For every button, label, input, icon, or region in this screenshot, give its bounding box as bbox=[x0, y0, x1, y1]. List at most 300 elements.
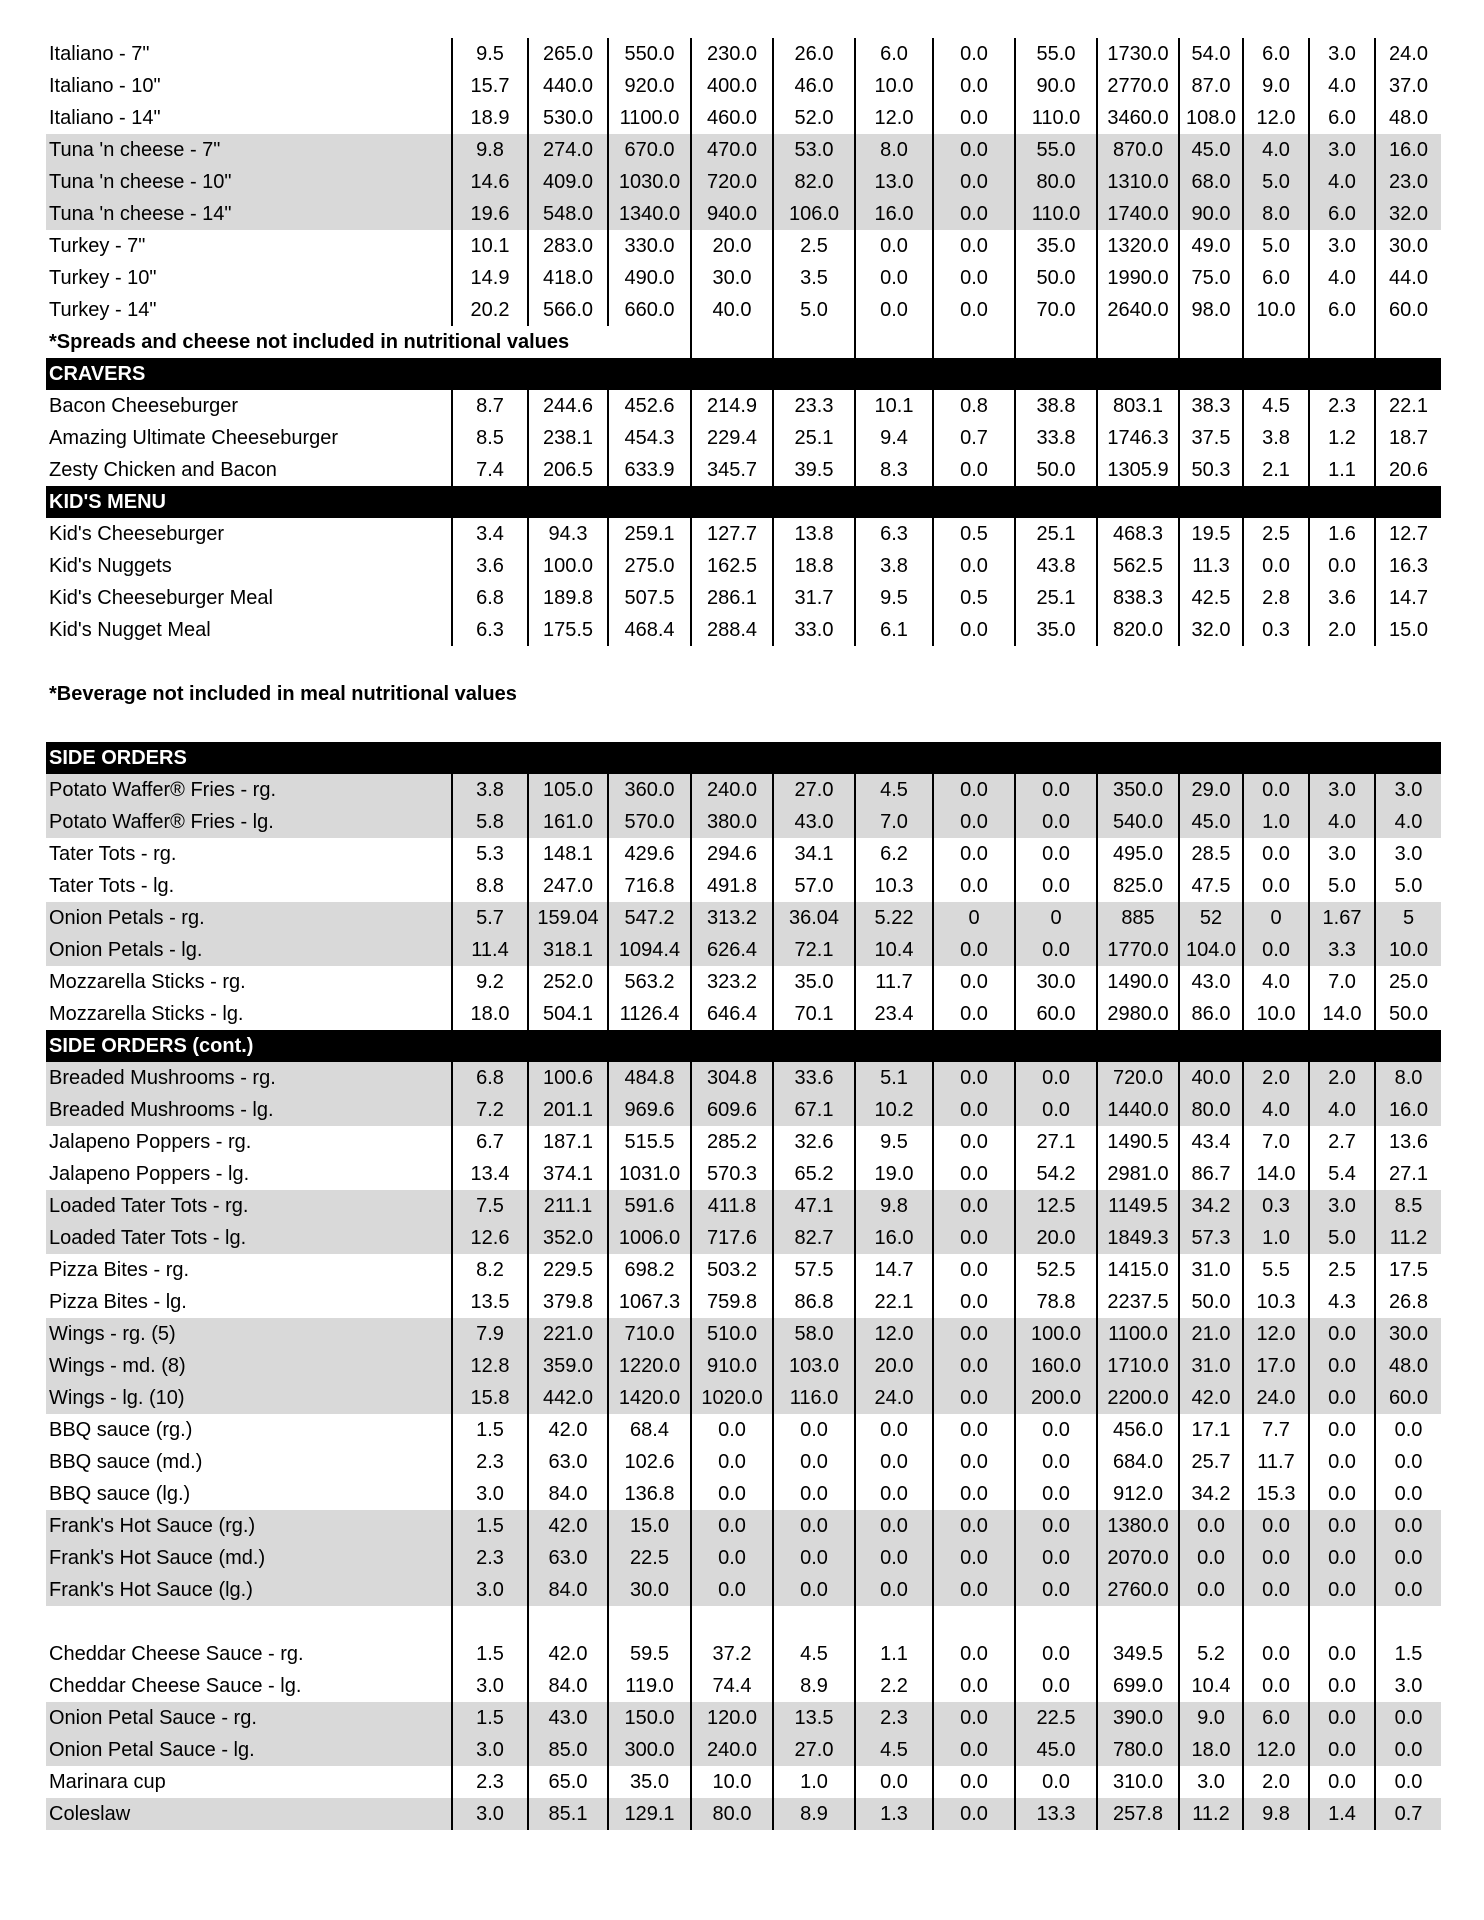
nutrient-value: 720.0 bbox=[691, 166, 773, 198]
nutrient-value: 0.0 bbox=[1309, 550, 1375, 582]
nutrient-value: 12.5 bbox=[1015, 1190, 1097, 1222]
empty-cell bbox=[1179, 326, 1243, 358]
nutrient-value: 12.0 bbox=[855, 1318, 933, 1350]
table-row bbox=[46, 614, 1441, 646]
nutrient-value: 10.3 bbox=[1243, 1286, 1309, 1318]
nutrient-value: 48.0 bbox=[1375, 102, 1441, 134]
nutrient-value: 68.4 bbox=[608, 1414, 691, 1446]
nutrient-value: 12.0 bbox=[1243, 1734, 1309, 1766]
nutrient-value: 0.0 bbox=[1309, 1574, 1375, 1606]
nutrient-value: 14.6 bbox=[452, 166, 528, 198]
nutrient-value: 27.1 bbox=[1015, 1126, 1097, 1158]
nutrient-value: 0.0 bbox=[933, 966, 1015, 998]
nutrient-value: 0.0 bbox=[933, 70, 1015, 102]
table-row bbox=[46, 230, 1441, 262]
nutrient-value: 0.0 bbox=[1309, 1478, 1375, 1510]
nutrient-value: 0.0 bbox=[933, 1190, 1015, 1222]
nutrient-value: 22.1 bbox=[1375, 390, 1441, 422]
item-name: Kid's Cheeseburger Meal bbox=[49, 587, 273, 609]
nutrient-value: 5 bbox=[1375, 902, 1441, 934]
nutrient-value: 19.0 bbox=[855, 1158, 933, 1190]
nutrient-value: 0.0 bbox=[1015, 1062, 1097, 1094]
nutrient-value: 0.0 bbox=[1015, 1574, 1097, 1606]
nutrient-value: 68.0 bbox=[1179, 166, 1243, 198]
nutrient-value: 16.3 bbox=[1375, 550, 1441, 582]
item-name: Onion Petal Sauce - lg. bbox=[46, 1734, 452, 1766]
nutrient-value: 42.0 bbox=[528, 1638, 608, 1670]
item-name: Cheddar Cheese Sauce - lg. bbox=[49, 1675, 302, 1697]
nutrient-value: 6.1 bbox=[855, 614, 933, 646]
table-row bbox=[46, 198, 1441, 230]
nutrient-value: 0.0 bbox=[1015, 806, 1097, 838]
nutrient-value: 4.0 bbox=[1309, 166, 1375, 198]
nutrient-value: 283.0 bbox=[528, 230, 608, 262]
nutrient-value: 20.0 bbox=[855, 1350, 933, 1382]
nutrient-value: 34.2 bbox=[1179, 1190, 1243, 1222]
nutrient-value: 5.0 bbox=[1309, 1222, 1375, 1254]
table-row bbox=[46, 1510, 1441, 1542]
nutrient-value: 6.0 bbox=[1309, 294, 1375, 326]
section-title: SIDE ORDERS bbox=[46, 742, 1441, 774]
nutrient-value: 429.6 bbox=[608, 838, 691, 870]
nutrient-value: 60.0 bbox=[1015, 998, 1097, 1030]
nutrient-value: 35.0 bbox=[1015, 230, 1097, 262]
nutrient-value: 57.3 bbox=[1179, 1222, 1243, 1254]
nutrient-value: 5.5 bbox=[1243, 1254, 1309, 1286]
nutrient-value: 3.0 bbox=[1375, 838, 1441, 870]
nutrient-value: 108.0 bbox=[1179, 102, 1243, 134]
nutrient-value: 4.0 bbox=[1243, 1094, 1309, 1126]
nutrient-value: 7.7 bbox=[1243, 1414, 1309, 1446]
nutrient-value: 30.0 bbox=[1375, 1318, 1441, 1350]
nutrient-value: 503.2 bbox=[691, 1254, 773, 1286]
table-row bbox=[46, 294, 1441, 326]
nutrient-value: 84.0 bbox=[528, 1574, 608, 1606]
nutrient-value: 20.0 bbox=[1015, 1222, 1097, 1254]
nutrient-value: 0.0 bbox=[1243, 1542, 1309, 1574]
nutrient-value: 7.5 bbox=[452, 1190, 528, 1222]
nutrient-value: 0.0 bbox=[691, 1542, 773, 1574]
nutrient-value: 646.4 bbox=[691, 998, 773, 1030]
nutrient-value: 30.0 bbox=[608, 1574, 691, 1606]
nutrient-value: 211.1 bbox=[528, 1190, 608, 1222]
nutrient-value: 116.0 bbox=[773, 1382, 855, 1414]
nutrient-value: 9.8 bbox=[855, 1190, 933, 1222]
nutrient-value: 0.0 bbox=[1015, 1766, 1097, 1798]
nutrient-value: 6.0 bbox=[1243, 38, 1309, 70]
nutrient-value: 23.4 bbox=[855, 998, 933, 1030]
nutrient-value: 31.7 bbox=[773, 582, 855, 614]
nutrient-value: 910.0 bbox=[691, 1350, 773, 1382]
table-row bbox=[46, 1446, 1441, 1478]
item-name: Breaded Mushrooms - rg. bbox=[46, 1062, 452, 1094]
nutrient-value: 9.8 bbox=[452, 134, 528, 166]
nutrient-value: 27.0 bbox=[773, 774, 855, 806]
nutrient-value: 0.0 bbox=[933, 806, 1015, 838]
nutrient-value: 6.3 bbox=[855, 518, 933, 550]
nutrient-value: 90.0 bbox=[1179, 198, 1243, 230]
section-header bbox=[46, 742, 1441, 774]
nutrient-value: 214.9 bbox=[691, 390, 773, 422]
nutrient-value: 2.3 bbox=[452, 1446, 528, 1478]
nutrient-value: 570.3 bbox=[691, 1158, 773, 1190]
nutrient-value: 0.0 bbox=[1375, 1702, 1441, 1734]
nutrient-value: 23.3 bbox=[773, 390, 855, 422]
nutrient-value: 274.0 bbox=[528, 134, 608, 166]
nutrient-value: 100.6 bbox=[528, 1062, 608, 1094]
nutrient-value: 0.0 bbox=[855, 294, 933, 326]
nutrient-value: 1340.0 bbox=[608, 198, 691, 230]
table-row bbox=[46, 518, 1441, 550]
item-name: Onion Petals - lg. bbox=[46, 934, 452, 966]
item-name: Zesty Chicken and Bacon bbox=[49, 459, 277, 481]
nutrient-value: 870.0 bbox=[1097, 134, 1179, 166]
nutrient-value: 0.0 bbox=[933, 1670, 1015, 1702]
nutrient-value: 2981.0 bbox=[1097, 1158, 1179, 1190]
nutrient-value: 3.0 bbox=[1309, 774, 1375, 806]
nutrient-value: 0.0 bbox=[1309, 1414, 1375, 1446]
nutrient-value: 3.0 bbox=[1375, 774, 1441, 806]
nutrient-value: 4.0 bbox=[1243, 966, 1309, 998]
nutrient-value: 59.5 bbox=[608, 1638, 691, 1670]
nutrient-value: 285.2 bbox=[691, 1126, 773, 1158]
nutrient-value: 2.3 bbox=[452, 1766, 528, 1798]
nutrient-value: 0.0 bbox=[933, 1798, 1015, 1830]
nutrient-value: 9.0 bbox=[1243, 70, 1309, 102]
table-row bbox=[46, 1094, 1441, 1126]
item-name: Turkey - 7" bbox=[49, 235, 146, 257]
nutrient-value: 0.0 bbox=[1309, 1734, 1375, 1766]
nutrient-value: 491.8 bbox=[691, 870, 773, 902]
nutrient-value: 37.0 bbox=[1375, 70, 1441, 102]
nutrient-value: 22.1 bbox=[855, 1286, 933, 1318]
nutrient-value: 0.0 bbox=[933, 1158, 1015, 1190]
nutrient-value: 46.0 bbox=[773, 70, 855, 102]
nutrient-value: 0.0 bbox=[773, 1542, 855, 1574]
empty-cell bbox=[1375, 326, 1441, 358]
nutrient-value: 43.0 bbox=[773, 806, 855, 838]
table-row bbox=[46, 1382, 1441, 1414]
nutrient-value: 323.2 bbox=[691, 966, 773, 998]
nutrient-value: 74.4 bbox=[691, 1670, 773, 1702]
section-header bbox=[46, 1030, 1441, 1062]
table-row bbox=[46, 966, 1441, 998]
nutrient-value: 0.0 bbox=[1309, 1318, 1375, 1350]
nutrient-value: 25.1 bbox=[773, 422, 855, 454]
nutrient-value: 14.0 bbox=[1309, 998, 1375, 1030]
nutrient-value: 400.0 bbox=[691, 70, 773, 102]
nutrient-value: 161.0 bbox=[528, 806, 608, 838]
nutrient-value: 0.0 bbox=[773, 1414, 855, 1446]
nutrient-value: 2.0 bbox=[1309, 1062, 1375, 1094]
empty-cell bbox=[1243, 326, 1309, 358]
nutrient-value: 4.0 bbox=[1309, 806, 1375, 838]
nutrient-value: 0.0 bbox=[1375, 1766, 1441, 1798]
nutrient-value: 24.0 bbox=[1375, 38, 1441, 70]
nutrient-value: 0.0 bbox=[1015, 1478, 1097, 1510]
nutrient-value: 12.8 bbox=[452, 1350, 528, 1382]
nutrient-value: 0.0 bbox=[773, 1446, 855, 1478]
nutrient-value: 0.0 bbox=[1375, 1734, 1441, 1766]
item-name bbox=[46, 1606, 452, 1638]
nutrient-value bbox=[1015, 1606, 1097, 1638]
nutrient-value: 45.0 bbox=[1015, 1734, 1097, 1766]
nutrient-value: 504.1 bbox=[528, 998, 608, 1030]
item-name: Frank's Hot Sauce (md.) bbox=[46, 1542, 452, 1574]
footnote: *Spreads and cheese not included in nutritional values bbox=[49, 331, 570, 353]
nutrient-value: 25.1 bbox=[1015, 518, 1097, 550]
table-row bbox=[46, 870, 1441, 902]
item-name: Onion Petal Sauce - rg. bbox=[46, 1702, 452, 1734]
nutrient-value: 4.5 bbox=[855, 1734, 933, 1766]
nutrient-value: 0.0 bbox=[1015, 1094, 1097, 1126]
nutrient-value: 0.3 bbox=[1243, 614, 1309, 646]
nutrient-value: 6.0 bbox=[1243, 1702, 1309, 1734]
nutrient-value: 25.0 bbox=[1375, 966, 1441, 998]
nutrient-value: 63.0 bbox=[528, 1542, 608, 1574]
nutrient-value: 43.0 bbox=[528, 1702, 608, 1734]
nutrient-value: 510.0 bbox=[691, 1318, 773, 1350]
nutrient-value: 21.0 bbox=[1179, 1318, 1243, 1350]
nutrient-value: 9.8 bbox=[1243, 1798, 1309, 1830]
nutrient-value: 1849.3 bbox=[1097, 1222, 1179, 1254]
nutrient-value: 0.0 bbox=[691, 1478, 773, 1510]
nutrient-value: 566.0 bbox=[528, 294, 608, 326]
nutrient-value: 16.0 bbox=[1375, 134, 1441, 166]
nutrient-value: 3.6 bbox=[452, 550, 528, 582]
nutrient-value: 70.1 bbox=[773, 998, 855, 1030]
nutrient-value: 85.0 bbox=[528, 1734, 608, 1766]
nutrient-value: 120.0 bbox=[691, 1702, 773, 1734]
nutrient-value: 1320.0 bbox=[1097, 230, 1179, 262]
nutrient-value: 912.0 bbox=[1097, 1478, 1179, 1510]
table-row bbox=[46, 1222, 1441, 1254]
nutrient-value: 0.0 bbox=[1309, 1702, 1375, 1734]
nutrient-value: 8.7 bbox=[452, 390, 528, 422]
nutrient-value: 3460.0 bbox=[1097, 102, 1179, 134]
nutrient-value: 32.6 bbox=[773, 1126, 855, 1158]
nutrient-value: 6.3 bbox=[452, 614, 528, 646]
empty-cell bbox=[773, 326, 855, 358]
nutrient-value: 0.0 bbox=[691, 1574, 773, 1606]
nutrient-value: 0.0 bbox=[855, 1478, 933, 1510]
nutrient-value: 7.0 bbox=[1309, 966, 1375, 998]
nutrient-value bbox=[933, 1606, 1015, 1638]
nutrient-value: 313.2 bbox=[691, 902, 773, 934]
nutrient-value: 4.0 bbox=[1243, 134, 1309, 166]
nutrient-value: 5.0 bbox=[1309, 870, 1375, 902]
nutrient-value: 32.0 bbox=[1375, 198, 1441, 230]
nutrient-value: 633.9 bbox=[608, 454, 691, 486]
nutrient-value: 13.0 bbox=[855, 166, 933, 198]
nutrient-value: 102.6 bbox=[608, 1446, 691, 1478]
nutrient-value: 359.0 bbox=[528, 1350, 608, 1382]
nutrient-value: 0 bbox=[1015, 902, 1097, 934]
nutrient-value: 12.0 bbox=[1243, 102, 1309, 134]
nutrient-value: 1770.0 bbox=[1097, 934, 1179, 966]
nutrient-value: 86.8 bbox=[773, 1286, 855, 1318]
item-name: Tuna 'n cheese - 10" bbox=[46, 166, 452, 198]
nutrient-value: 0.0 bbox=[691, 1414, 773, 1446]
nutrient-value: 244.6 bbox=[528, 390, 608, 422]
nutrient-value: 4.3 bbox=[1309, 1286, 1375, 1318]
nutrient-value: 3.0 bbox=[452, 1798, 528, 1830]
nutrient-value: 119.0 bbox=[608, 1670, 691, 1702]
table-row bbox=[46, 806, 1441, 838]
nutrient-value: 12.7 bbox=[1375, 518, 1441, 550]
nutrient-value: 45.0 bbox=[1179, 134, 1243, 166]
item-name: Mozzarella Sticks - rg. bbox=[49, 971, 246, 993]
nutrient-value: 57.5 bbox=[773, 1254, 855, 1286]
item-name: Mozzarella Sticks - lg. bbox=[49, 1003, 244, 1025]
nutrient-value: 0.0 bbox=[933, 1542, 1015, 1574]
nutrient-value: 1100.0 bbox=[1097, 1318, 1179, 1350]
nutrient-value: 0.8 bbox=[933, 390, 1015, 422]
nutrient-value: 0.0 bbox=[933, 230, 1015, 262]
nutrient-value: 104.0 bbox=[1179, 934, 1243, 966]
nutrient-value: 80.0 bbox=[1179, 1094, 1243, 1126]
nutrient-value: 98.0 bbox=[1179, 294, 1243, 326]
nutrient-value: 1067.3 bbox=[608, 1286, 691, 1318]
nutrient-value: 468.4 bbox=[608, 614, 691, 646]
nutrient-value: 0.0 bbox=[691, 1510, 773, 1542]
nutrient-value: 0.0 bbox=[933, 454, 1015, 486]
nutrient-value: 7.2 bbox=[452, 1094, 528, 1126]
nutrient-value: 60.0 bbox=[1375, 294, 1441, 326]
nutrient-value: 36.04 bbox=[773, 902, 855, 934]
nutrient-value: 50.3 bbox=[1179, 454, 1243, 486]
nutrient-value: 1.67 bbox=[1309, 902, 1375, 934]
table-row bbox=[46, 1350, 1441, 1382]
nutrient-value: 206.5 bbox=[528, 454, 608, 486]
table-row bbox=[46, 1542, 1441, 1574]
nutrient-value: 12.6 bbox=[452, 1222, 528, 1254]
nutrient-value: 110.0 bbox=[1015, 102, 1097, 134]
nutrient-value: 2.3 bbox=[452, 1542, 528, 1574]
nutrient-value: 1149.5 bbox=[1097, 1190, 1179, 1222]
nutrient-value: 0.0 bbox=[933, 262, 1015, 294]
nutrient-value: 18.0 bbox=[452, 998, 528, 1030]
nutrient-value: 35.0 bbox=[1015, 614, 1097, 646]
nutrient-value: 0.0 bbox=[855, 1510, 933, 1542]
nutrient-value: 0.7 bbox=[933, 422, 1015, 454]
nutrient-value: 1006.0 bbox=[608, 1222, 691, 1254]
nutrient-value: 1.1 bbox=[1309, 454, 1375, 486]
table-row bbox=[46, 1190, 1441, 1222]
nutrient-value: 0.0 bbox=[933, 198, 1015, 230]
nutrient-value: 12.0 bbox=[1243, 1318, 1309, 1350]
nutrient-value: 838.3 bbox=[1097, 582, 1179, 614]
nutrient-value: 515.5 bbox=[608, 1126, 691, 1158]
table-row bbox=[46, 934, 1441, 966]
nutrient-value: 780.0 bbox=[1097, 1734, 1179, 1766]
nutrient-value: 0.0 bbox=[1015, 870, 1097, 902]
nutrient-value: 969.6 bbox=[608, 1094, 691, 1126]
nutrient-value: 22.5 bbox=[1015, 1702, 1097, 1734]
nutrient-value: 0 bbox=[933, 902, 1015, 934]
section-title: CRAVERS bbox=[46, 358, 1441, 390]
nutrient-value: 484.8 bbox=[608, 1062, 691, 1094]
nutrient-value: 0.0 bbox=[1015, 838, 1097, 870]
nutrient-value: 7.0 bbox=[1243, 1126, 1309, 1158]
nutrient-value: 44.0 bbox=[1375, 262, 1441, 294]
nutrient-value: 350.0 bbox=[1097, 774, 1179, 806]
nutrient-value: 5.3 bbox=[452, 838, 528, 870]
nutrient-value: 75.0 bbox=[1179, 262, 1243, 294]
nutrient-value: 20.2 bbox=[452, 294, 528, 326]
nutrient-value: 8.8 bbox=[452, 870, 528, 902]
nutrient-value: 3.0 bbox=[1309, 838, 1375, 870]
nutrition-table bbox=[46, 38, 1441, 1830]
nutrient-value: 52.0 bbox=[773, 102, 855, 134]
nutrient-value: 1.2 bbox=[1309, 422, 1375, 454]
nutrient-value: 150.0 bbox=[608, 1702, 691, 1734]
nutrient-value: 759.8 bbox=[691, 1286, 773, 1318]
nutrient-value: 42.0 bbox=[1179, 1382, 1243, 1414]
nutrient-value: 563.2 bbox=[608, 966, 691, 998]
nutrient-value: 1746.3 bbox=[1097, 422, 1179, 454]
nutrient-value: 0.0 bbox=[1309, 1350, 1375, 1382]
nutrient-value: 63.0 bbox=[528, 1446, 608, 1478]
nutrient-value: 0.0 bbox=[933, 38, 1015, 70]
nutrient-value: 2.5 bbox=[1309, 1254, 1375, 1286]
nutrient-value: 252.0 bbox=[528, 966, 608, 998]
nutrient-value: 442.0 bbox=[528, 1382, 608, 1414]
nutrient-value: 50.0 bbox=[1179, 1286, 1243, 1318]
nutrient-value: 0.0 bbox=[933, 294, 1015, 326]
nutrient-value: 4.5 bbox=[855, 774, 933, 806]
nutrient-value: 380.0 bbox=[691, 806, 773, 838]
nutrient-value bbox=[691, 1606, 773, 1638]
nutrient-value: 52 bbox=[1179, 902, 1243, 934]
nutrient-value: 24.0 bbox=[1243, 1382, 1309, 1414]
item-name: Bacon Cheeseburger bbox=[49, 395, 239, 417]
nutrient-value: 15.8 bbox=[452, 1382, 528, 1414]
table-row bbox=[46, 774, 1441, 806]
nutrient-value: 8.3 bbox=[855, 454, 933, 486]
nutrient-value: 456.0 bbox=[1097, 1414, 1179, 1446]
nutrient-value bbox=[855, 1606, 933, 1638]
nutrient-value: 0.0 bbox=[933, 1350, 1015, 1382]
table-row bbox=[46, 1670, 1441, 1702]
nutrient-value: 1100.0 bbox=[608, 102, 691, 134]
nutrient-value: 699.0 bbox=[1097, 1670, 1179, 1702]
nutrient-value: 94.3 bbox=[528, 518, 608, 550]
nutrient-value: 20.6 bbox=[1375, 454, 1441, 486]
nutrient-value: 8.0 bbox=[1243, 198, 1309, 230]
nutrient-value: 4.0 bbox=[1309, 262, 1375, 294]
nutrient-value: 0.0 bbox=[933, 1382, 1015, 1414]
nutrient-value: 0.0 bbox=[1015, 1638, 1097, 1670]
nutrient-value: 0.0 bbox=[933, 1414, 1015, 1446]
nutrient-value: 3.0 bbox=[1179, 1766, 1243, 1798]
nutrient-value: 50.0 bbox=[1015, 262, 1097, 294]
nutrient-value: 189.8 bbox=[528, 582, 608, 614]
nutrient-value: 3.0 bbox=[452, 1478, 528, 1510]
nutrient-value: 1.6 bbox=[1309, 518, 1375, 550]
table-row bbox=[46, 102, 1441, 134]
nutrient-value: 0.0 bbox=[933, 166, 1015, 198]
nutrient-value: 1310.0 bbox=[1097, 166, 1179, 198]
nutrient-value: 0.0 bbox=[855, 1766, 933, 1798]
nutrient-value: 0.0 bbox=[1015, 1670, 1097, 1702]
nutrient-value: 0.0 bbox=[1375, 1574, 1441, 1606]
item-name: Amazing Ultimate Cheeseburger bbox=[49, 427, 339, 449]
nutrient-value: 454.3 bbox=[608, 422, 691, 454]
nutrient-value: 0.0 bbox=[933, 1126, 1015, 1158]
nutrient-value: 0.0 bbox=[933, 838, 1015, 870]
item-name: BBQ sauce (lg.) bbox=[49, 1483, 191, 1505]
